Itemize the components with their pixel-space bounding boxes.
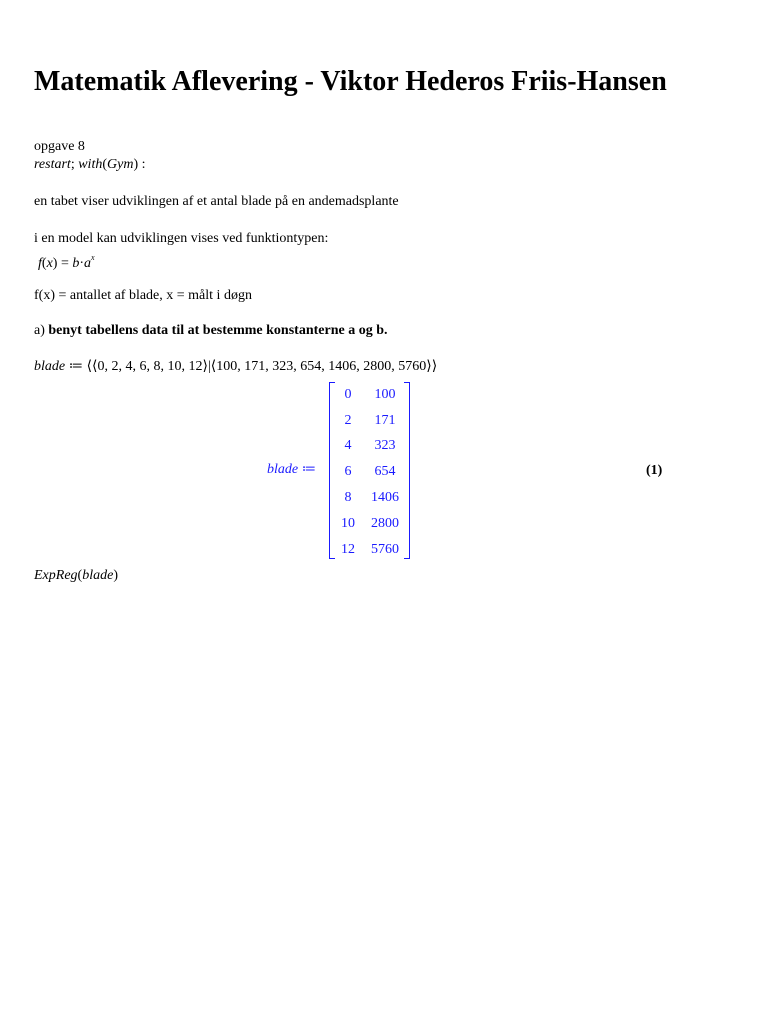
close-paren: ) (133, 157, 139, 172)
document-title: Matematik Aflevering - Viktor Hederos Friis-Hansen (34, 66, 667, 97)
matrix-cell-x: 12 (341, 541, 355, 557)
blade-input-assign: ≔ (65, 359, 87, 374)
blade-input-name: blade (34, 359, 66, 374)
expreg-open-paren: ( (77, 568, 83, 583)
open-paren: ( (102, 157, 108, 172)
equation-number: (1) (646, 463, 663, 478)
formula-b: b (72, 256, 80, 271)
matrix-row (331, 511, 407, 537)
formula-dot: · (79, 256, 85, 271)
formula-equals: = (57, 256, 73, 271)
matrix-cell-x: 4 (344, 438, 352, 454)
task-label: opgave 8 (34, 139, 85, 154)
matrix-row (331, 537, 407, 563)
question-text: benyt tabellens data til at bestemme konstanterne a og b. (48, 323, 388, 338)
formula-a: a (84, 256, 92, 271)
question-a (34, 322, 388, 340)
question-label: a) (34, 323, 49, 338)
expreg-command[interactable] (34, 567, 118, 585)
matrix-cell-y: 654 (374, 464, 396, 480)
formula-f: f (38, 256, 42, 271)
matrix-cell-x: 2 (344, 412, 352, 428)
matrix-cell-y: 100 (374, 386, 396, 402)
expreg-close-paren: ) (113, 568, 118, 583)
matrix-row (331, 382, 407, 408)
formula-close-paren: ) (52, 256, 58, 271)
formula-x: x (46, 256, 53, 271)
matrix-cell-x: 8 (344, 490, 352, 506)
blade-input[interactable] (34, 358, 437, 376)
model-text: i en model kan udviklingen vises ved funktiontypen: (34, 231, 329, 246)
matrix-cell-x: 10 (341, 515, 355, 531)
expreg-function: ExpReg (34, 568, 78, 583)
matrix-row (331, 485, 407, 511)
matrix-row (331, 408, 407, 434)
with-keyword: with (78, 157, 103, 172)
expreg-argument: blade (82, 568, 114, 583)
restart-separator: ; (70, 157, 79, 172)
matrix-cell-y: 2800 (371, 515, 399, 531)
restart-tail: : (138, 157, 146, 172)
matrix-cell-y: 1406 (371, 490, 399, 506)
matrix-cell-y: 5760 (371, 541, 399, 557)
output-matrix (331, 382, 407, 563)
matrix-cell-x: 6 (344, 464, 352, 480)
output-assign: ≔ (298, 462, 317, 477)
definition-text: f(x) = antallet af blade, x = målt i døgn (34, 288, 252, 303)
matrix-cell-y: 171 (374, 412, 396, 428)
matrix-row (331, 434, 407, 460)
formula-open-paren: ( (41, 256, 47, 271)
formula-input[interactable] (38, 249, 95, 273)
matrix-cell-y: 323 (374, 438, 396, 454)
restart-keyword: restart (34, 157, 71, 172)
restart-command[interactable] (34, 156, 146, 174)
intro-text: en tabet viser udviklingen af et antal blade på en andemadsplante (34, 194, 399, 209)
output-label (267, 461, 316, 478)
package-name: Gym (107, 157, 134, 172)
blade-input-expression: ⟨⟨0, 2, 4, 6, 8, 10, 12⟩|⟨100, 171, 323, 654, 1406, 2800, 5760⟩⟩ (86, 359, 438, 374)
matrix-row (331, 459, 407, 485)
output-name: blade (267, 462, 299, 477)
matrix-cell-x: 0 (344, 386, 352, 402)
formula-exponent: x (91, 253, 95, 262)
